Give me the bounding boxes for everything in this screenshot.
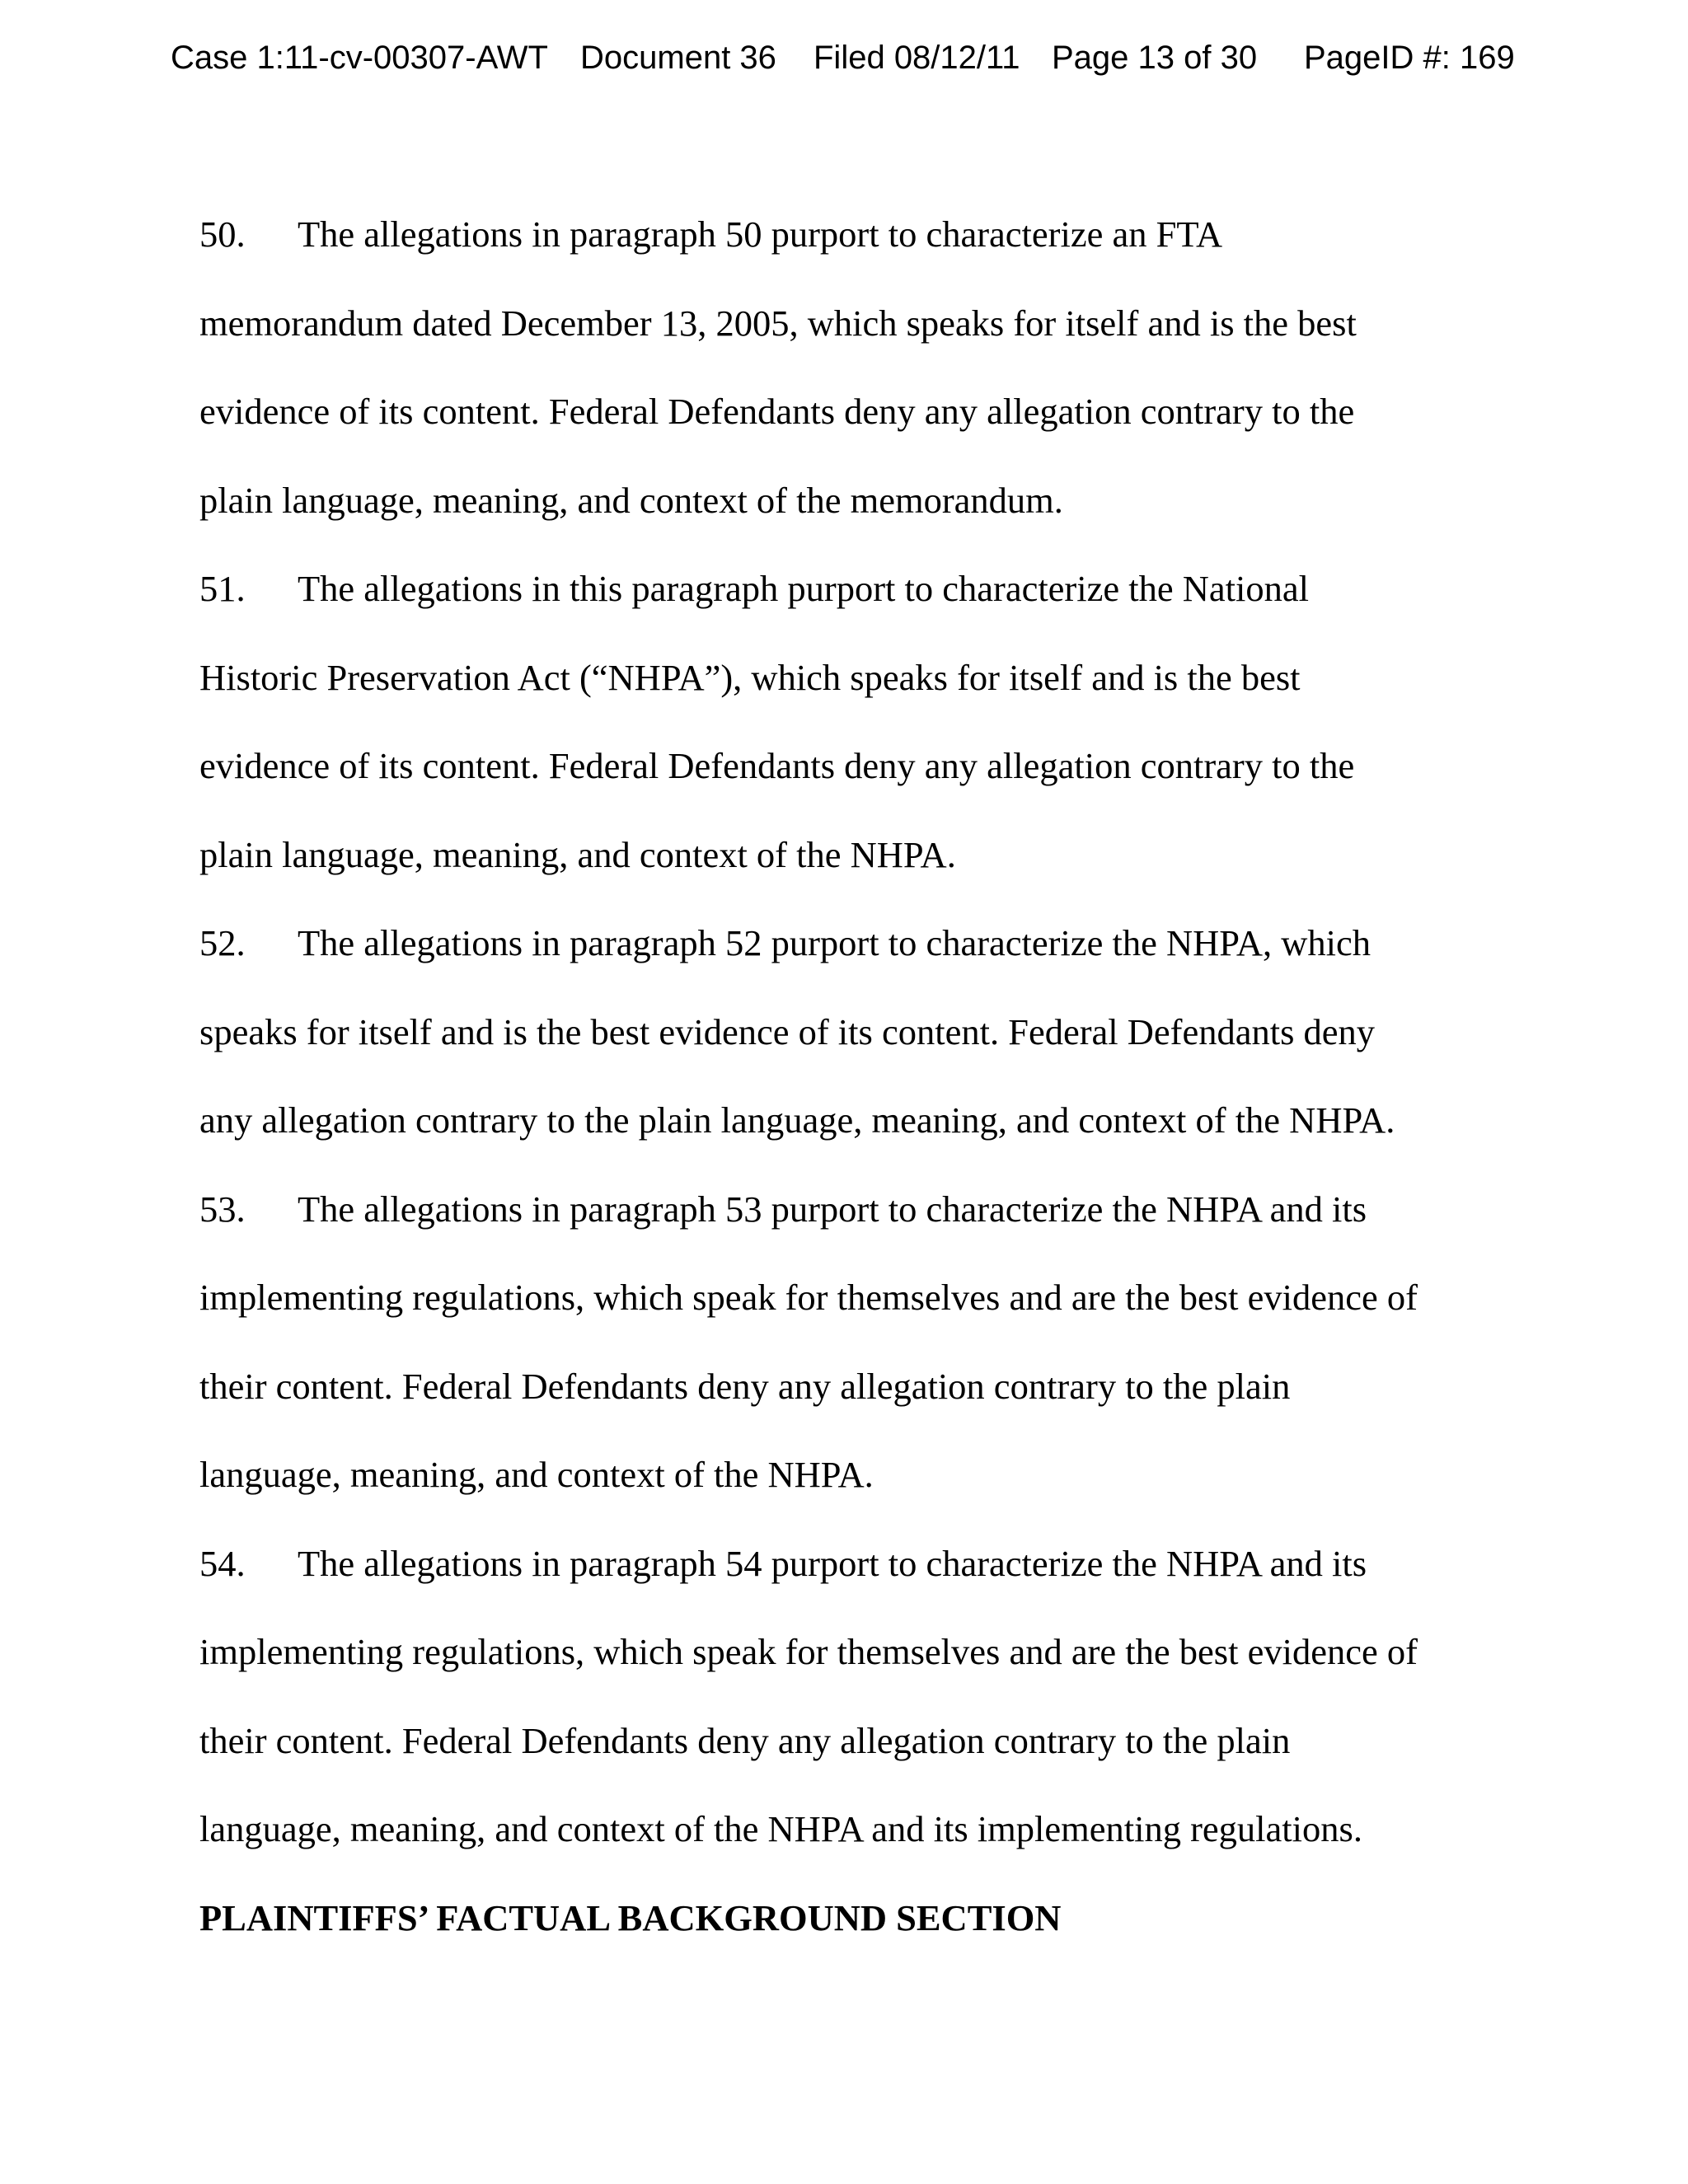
paragraph-line: evidence of its content. Federal Defendants deny any allegation contrary to the <box>199 745 1355 786</box>
paragraph-line: language, meaning, and context of the NHPA. <box>199 1454 874 1495</box>
paragraph-text: The allegations in paragraph 53 purport to characterize the NHPA and its <box>298 1188 1367 1230</box>
paragraph-line <box>199 899 1551 988</box>
paragraph-number: 51. <box>199 568 246 609</box>
paragraph-text: The allegations in paragraph 50 purport to characterize an FTA <box>298 213 1223 255</box>
paragraph-line: plain language, meaning, and context of the memorandum. <box>199 479 1063 521</box>
paragraph-line: implementing regulations, which speak for themselves and are the best evidence of <box>199 1277 1418 1318</box>
paragraph-text: The allegations in this paragraph purport to characterize the National <box>298 568 1309 609</box>
paragraph-line: plain language, meaning, and context of the NHPA. <box>199 833 956 875</box>
header-case-number: Case 1:11-cv-00307-AWT <box>171 40 548 76</box>
paragraph-text: The allegations in paragraph 54 purport to characterize the NHPA and its <box>298 1542 1367 1584</box>
paragraph-line: their content. Federal Defendants deny any allegation contrary to the plain <box>199 1719 1291 1761</box>
paragraph-line: language, meaning, and context of the NHPA and its implementing regulations. <box>199 1808 1362 1849</box>
paragraph-line <box>199 545 1551 634</box>
paragraph-53 <box>199 1165 1551 1520</box>
paragraph-52 <box>199 899 1551 1165</box>
paragraph-line <box>199 1520 1551 1609</box>
header-filed-date: Filed 08/12/11 <box>814 40 1020 76</box>
paragraph-line: memorandum dated December 13, 2005, which speaks for itself and is the best <box>199 302 1357 344</box>
paragraph-number: 53. <box>199 1188 246 1230</box>
header-document-number: Document 36 <box>580 40 776 76</box>
header-page-id: PageID #: 169 <box>1304 40 1515 76</box>
paragraph-number: 54. <box>199 1542 246 1584</box>
paragraph-number: 50. <box>199 213 246 255</box>
paragraph-51 <box>199 545 1551 899</box>
paragraph-number: 52. <box>199 922 246 963</box>
paragraph-54 <box>199 1520 1551 1874</box>
paragraph-line: their content. Federal Defendants deny any allegation contrary to the plain <box>199 1365 1291 1407</box>
paragraph-line: implementing regulations, which speak for themselves and are the best evidence of <box>199 1631 1418 1672</box>
document-body <box>199 190 1551 1962</box>
header-page-count: Page 13 of 30 <box>1052 40 1258 76</box>
section-heading: PLAINTIFFS’ FACTUAL BACKGROUND SECTION <box>199 1896 1062 1938</box>
paragraph-line: Historic Preservation Act (“NHPA”), which speaks for itself and is the best <box>199 656 1301 698</box>
paragraph-line <box>199 190 1551 279</box>
paragraph-50 <box>199 190 1551 545</box>
paragraph-line: speaks for itself and is the best evidence of its content. Federal Defendants deny <box>199 1010 1376 1052</box>
paragraph-line <box>199 1165 1551 1254</box>
paragraph-line: evidence of its content. Federal Defendants deny any allegation contrary to the <box>199 391 1355 432</box>
paragraph-text: The allegations in paragraph 52 purport to characterize the NHPA, which <box>298 922 1372 963</box>
paragraph-line: any allegation contrary to the plain language, meaning, and context of the NHPA. <box>199 1099 1395 1141</box>
